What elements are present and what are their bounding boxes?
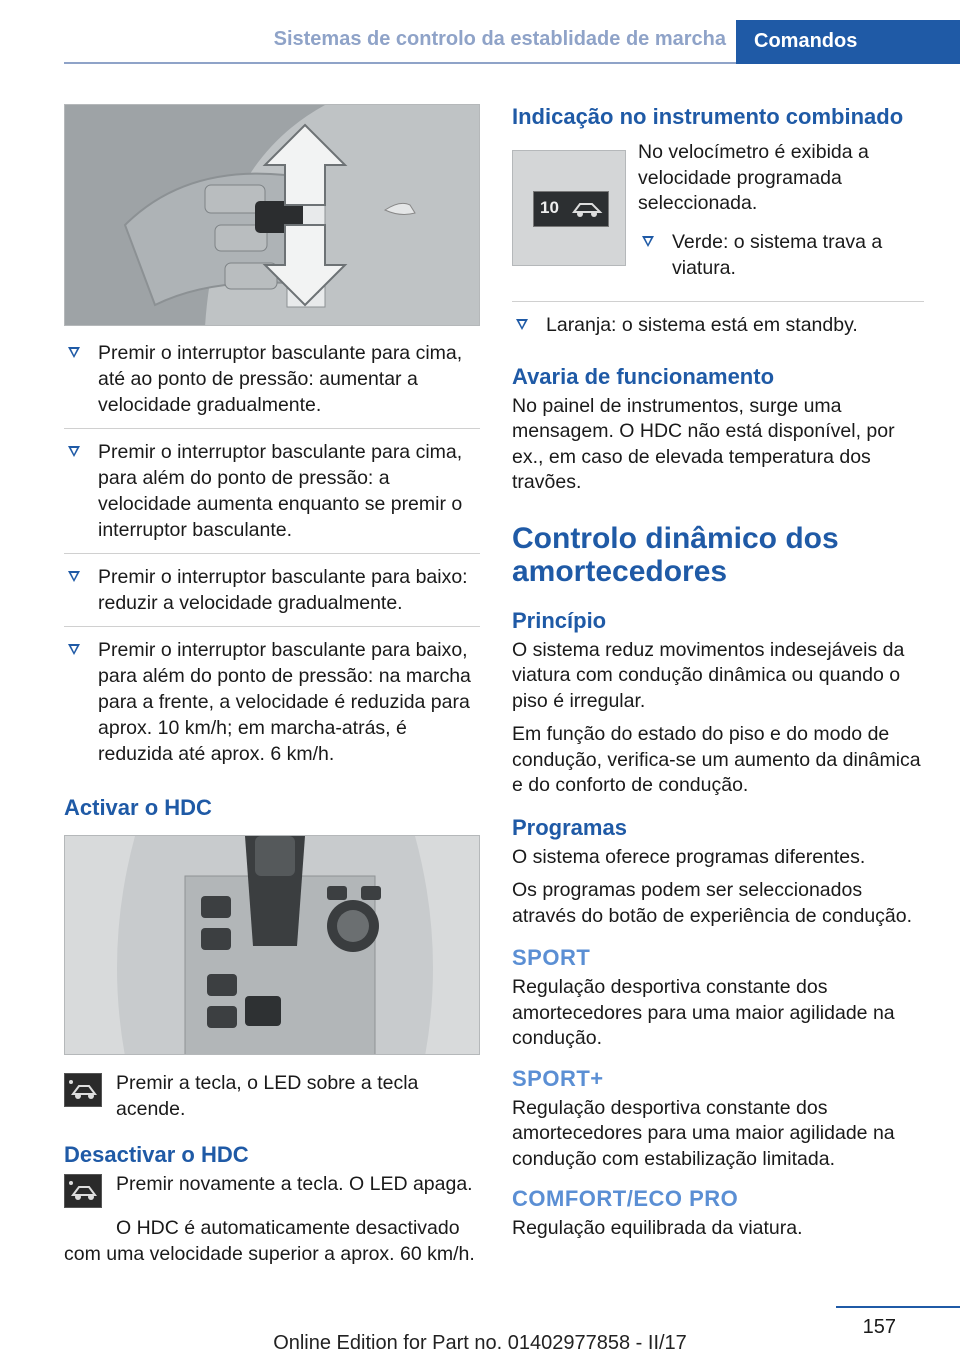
hdc-button-icon <box>64 1174 102 1208</box>
principle-heading: Princípio <box>512 607 607 633</box>
list-item: Premir o interruptor basculante para baixo, para além do ponto de pressão: na marcha para a frente, a velocidade é reduzida para aprox. 10 km/h; em marcha-atrás, é reduzida até aprox. 6 km/h. <box>64 637 480 777</box>
list-item: Laranja: o sistema está em standby. <box>512 312 924 348</box>
triangle-bullet-icon <box>516 319 528 330</box>
sport-text: Regulação desportiva constante dos amortecedores para uma maior agilidade na condução. <box>512 976 895 1049</box>
deactivate-hdc-heading: Desactivar o HDC <box>64 1142 249 1167</box>
speedometer-display-figure <box>512 150 626 266</box>
sportplus-heading: SPORT+ <box>512 1065 604 1091</box>
malfunction-heading: Avaria de funcionamento <box>512 363 775 389</box>
rocker-switch-instructions <box>64 340 480 777</box>
programs-heading: Programas <box>512 814 627 840</box>
deactivate-hdc-instruction: Premir novamente a tecla. O LED apaga. <box>64 1172 480 1212</box>
programs-text-2: Os programas podem ser seleccionados através do botão de experiência de condução. <box>512 879 913 927</box>
display-panel <box>533 191 609 227</box>
display-status-list-cont <box>512 301 924 348</box>
list-item: Premir o interruptor basculante para cima, até ao ponto de pressão: aumentar a velocidade gradualmente. <box>64 340 480 429</box>
triangle-bullet-icon <box>68 571 80 582</box>
instrument-display-block <box>512 140 924 291</box>
principle-text-1: O sistema reduz movimentos indesejáveis da viatura com condução dinâmica ou quando o piso é irregular. <box>512 638 905 712</box>
edition-footer: Online Edition for Part no. 01402977858 - II/17 <box>273 1332 687 1354</box>
activate-hdc-instruction: Premir a tecla, o LED sobre a tecla acende. <box>64 1071 480 1122</box>
comfort-eco-pro-text: Regulação equilibrada da viatura. <box>512 1217 803 1239</box>
malfunction-text: No painel de instrumentos, surge uma mensagem. O HDC não está disponível, por ex., em caso de elevada temperatura dos travões. <box>512 394 895 493</box>
footer-divider <box>836 1306 960 1308</box>
steering-wheel-rocker-figure <box>64 104 480 326</box>
list-item: Verde: o sistema trava a viatura. <box>638 229 924 291</box>
hdc-car-icon <box>570 198 604 220</box>
list-item: Premir o interruptor basculante para baixo: reduzir a velocidade gradualmente. <box>64 564 480 627</box>
chapter-tab[interactable]: Comandos <box>736 20 960 64</box>
dynamic-damper-heading: Controlo dinâmico dos amortecedores <box>512 521 839 588</box>
comfort-eco-pro-heading: COMFORT/ECO PRO <box>512 1186 739 1211</box>
sportplus-text: Regulação desportiva constante dos amortecedores para uma maior agilidade na condução com estabilização limitada. <box>512 1096 895 1170</box>
section-title: Sistemas de controlo da establidade de marcha <box>273 28 726 50</box>
triangle-bullet-icon <box>642 236 654 247</box>
triangle-bullet-icon <box>68 347 80 358</box>
list-item: Premir o interruptor basculante para cima, para além do ponto de pressão: a velocidade aumenta enquanto se premir o interruptor basculante. <box>64 439 480 554</box>
page-header <box>0 0 960 64</box>
deactivate-hdc-auto-text: O HDC é automaticamente desactivado com uma velocidade superior a aprox. 60 km/h. <box>64 1217 475 1265</box>
center-console-figure <box>64 835 480 1055</box>
programs-text-1: O sistema oferece programas diferentes. <box>512 845 866 868</box>
triangle-bullet-icon <box>68 644 80 655</box>
left-column <box>64 104 480 1275</box>
activate-hdc-heading: Activar o HDC <box>64 795 212 820</box>
right-column <box>512 104 924 1250</box>
display-status-list <box>638 229 924 291</box>
instrument-display-heading: Indicação no instrumento combinado <box>512 104 904 129</box>
header-divider <box>64 62 736 64</box>
page-number: 157 <box>862 1316 896 1338</box>
principle-text-2: Em função do estado do piso e do modo de condução, verifica-se um aumento da dinâmica e do conforto de condução. <box>512 723 921 796</box>
triangle-bullet-icon <box>68 446 80 457</box>
display-speed-value: 10 <box>540 198 559 217</box>
hdc-button-icon <box>64 1073 102 1107</box>
sport-heading: SPORT <box>512 945 591 970</box>
display-description: No velocímetro é exibida a velocidade programada seleccionada. Verde: o sistema trava a viatura. <box>638 140 924 291</box>
